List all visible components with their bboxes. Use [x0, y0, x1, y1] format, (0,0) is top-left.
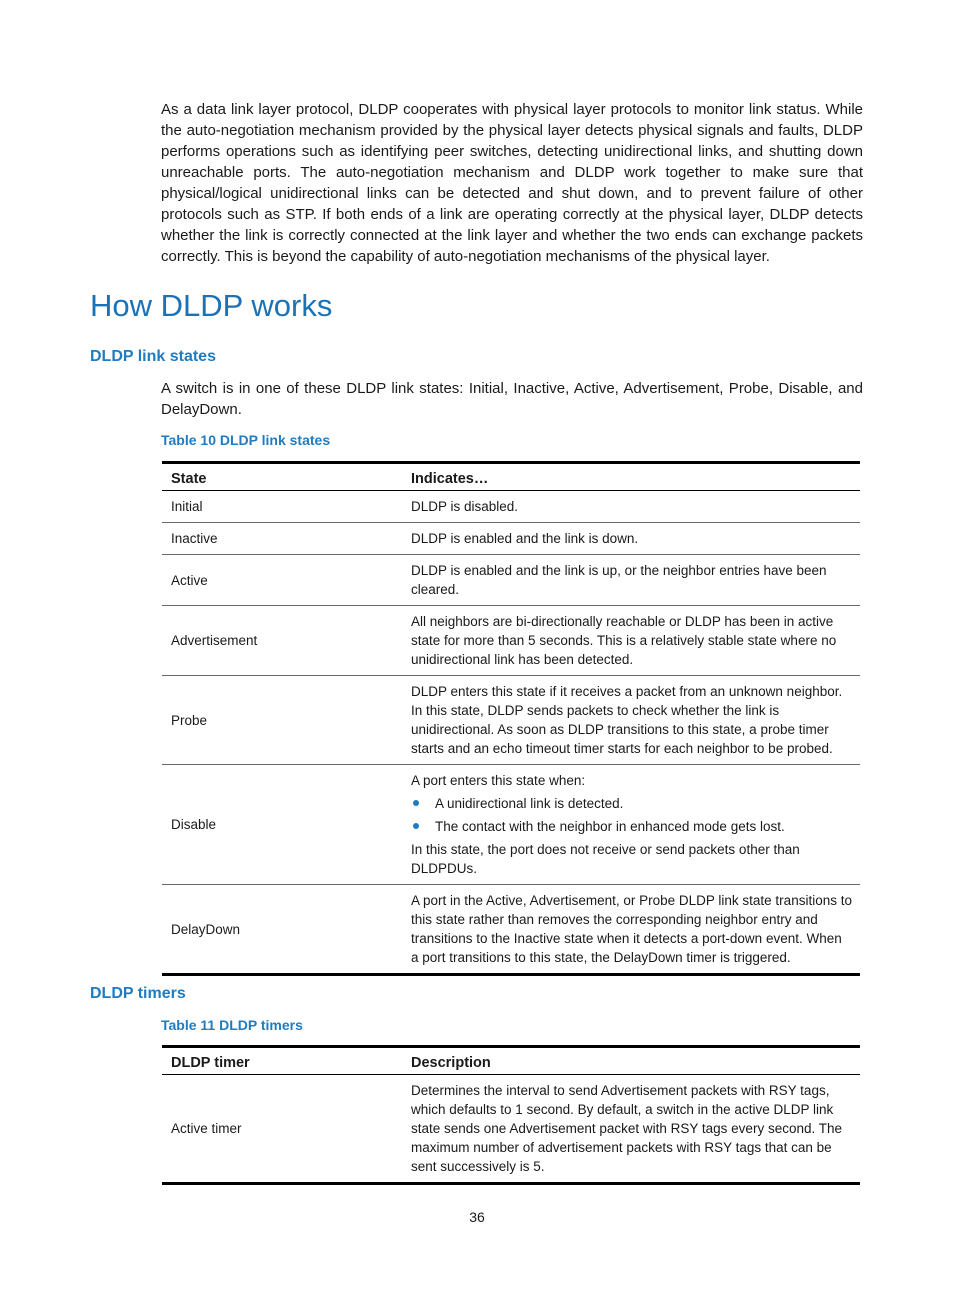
bullet-dot-icon	[413, 800, 419, 806]
list-item-text: The contact with the neighbor in enhanced mode gets lost.	[435, 819, 785, 834]
section-title: How DLDP works	[90, 288, 333, 323]
table-row	[162, 885, 860, 975]
table-row	[162, 765, 860, 885]
list-item	[411, 794, 852, 813]
indicates-cell: DLDP is disabled.	[402, 491, 860, 523]
timer-cell: Active timer	[162, 1075, 402, 1184]
description-cell: Determines the interval to send Advertisement packets with RSY tags, which defaults to 1 second. By default, a switch in the active DLDP link state sends one Advertisement packet with RSY tags every second. The maximum number of advertisement packets with RSY tags that can be sent successively is 5.	[402, 1075, 860, 1184]
list-item	[411, 817, 852, 836]
table-row	[162, 606, 860, 676]
list-item-text: A unidirectional link is detected.	[435, 796, 624, 811]
indicates-cell: A port in the Active, Advertisement, or Probe DLDP link state transitions to this state rather than removes the corresponding neighbor entry and transitions to the Inactive state when it detects a port-down event. When a port transitions to this state, the DelayDown timer is triggered.	[402, 885, 860, 975]
indicates-cell: DLDP is enabled and the link is down.	[402, 523, 860, 555]
intro-paragraph: As a data link layer protocol, DLDP cooperates with physical layer protocols to monitor link status. While the auto-negotiation mechanism provided by the physical layer detects physical signals and faults, DLDP performs operations such as identifying peer switches, detecting unidirectional links, and shutting down unreachable ports. The auto-negotiation mechanism and DLDP work together to make sure that physical/logical unidirectional links can be detected and shut down, and to prevent failure of other protocols such as STP. If both ends of a link are operating correctly at the physical layer, DLDP detects whether the link is correctly connected at the link layer and whether the two ends can exchange packets correctly. This is beyond the capability of auto-negotiation mechanisms of the physical layer.	[161, 101, 863, 265]
table-header-row	[162, 1047, 860, 1075]
state-cell: Active	[162, 555, 402, 606]
timers-table	[162, 1045, 860, 1185]
link-states-table	[162, 461, 860, 976]
table-row	[162, 676, 860, 765]
disable-outro-text: In this state, the port does not receive or send packets other than DLDPDUs.	[411, 842, 800, 876]
table-header-row	[162, 463, 860, 491]
disable-intro-text: A port enters this state when:	[411, 773, 586, 788]
link-states-table-caption: Table 10 DLDP link states	[161, 432, 331, 448]
column-header-timer: DLDP timer	[162, 1047, 402, 1075]
timers-table-caption: Table 11 DLDP timers	[161, 1017, 303, 1033]
state-cell: Inactive	[162, 523, 402, 555]
state-cell: Advertisement	[162, 606, 402, 676]
column-header-state: State	[162, 463, 402, 491]
table-row	[162, 1075, 860, 1184]
link-states-paragraph: A switch is in one of these DLDP link states: Initial, Inactive, Active, Advertisement, Probe, Disable, and DelayDown.	[161, 380, 863, 418]
state-cell: DelayDown	[162, 885, 402, 975]
bullet-dot-icon	[413, 823, 419, 829]
table-row	[162, 491, 860, 523]
column-header-indicates: Indicates…	[402, 463, 860, 491]
indicates-cell: DLDP is enabled and the link is up, or the neighbor entries have been cleared.	[402, 555, 860, 606]
state-cell: Initial	[162, 491, 402, 523]
indicates-cell: All neighbors are bi-directionally reachable or DLDP has been in active state for more than 5 seconds. This is a relatively stable state where no unidirectional link has been detected.	[402, 606, 860, 676]
indicates-cell: DLDP enters this state if it receives a packet from an unknown neighbor. In this state, DLDP sends packets to check whether the link is unidirectional. As soon as DLDP transitions to this state, a probe timer starts and an echo timeout timer starts for each neighbor to be probed.	[402, 676, 860, 765]
timers-heading: DLDP timers	[90, 985, 186, 1002]
indicates-cell	[402, 765, 860, 885]
column-header-description: Description	[402, 1047, 860, 1075]
state-cell: Probe	[162, 676, 402, 765]
state-cell: Disable	[162, 765, 402, 885]
page-number: 36	[469, 1209, 485, 1225]
table-row	[162, 555, 860, 606]
link-states-heading: DLDP link states	[90, 348, 216, 365]
table-row	[162, 523, 860, 555]
